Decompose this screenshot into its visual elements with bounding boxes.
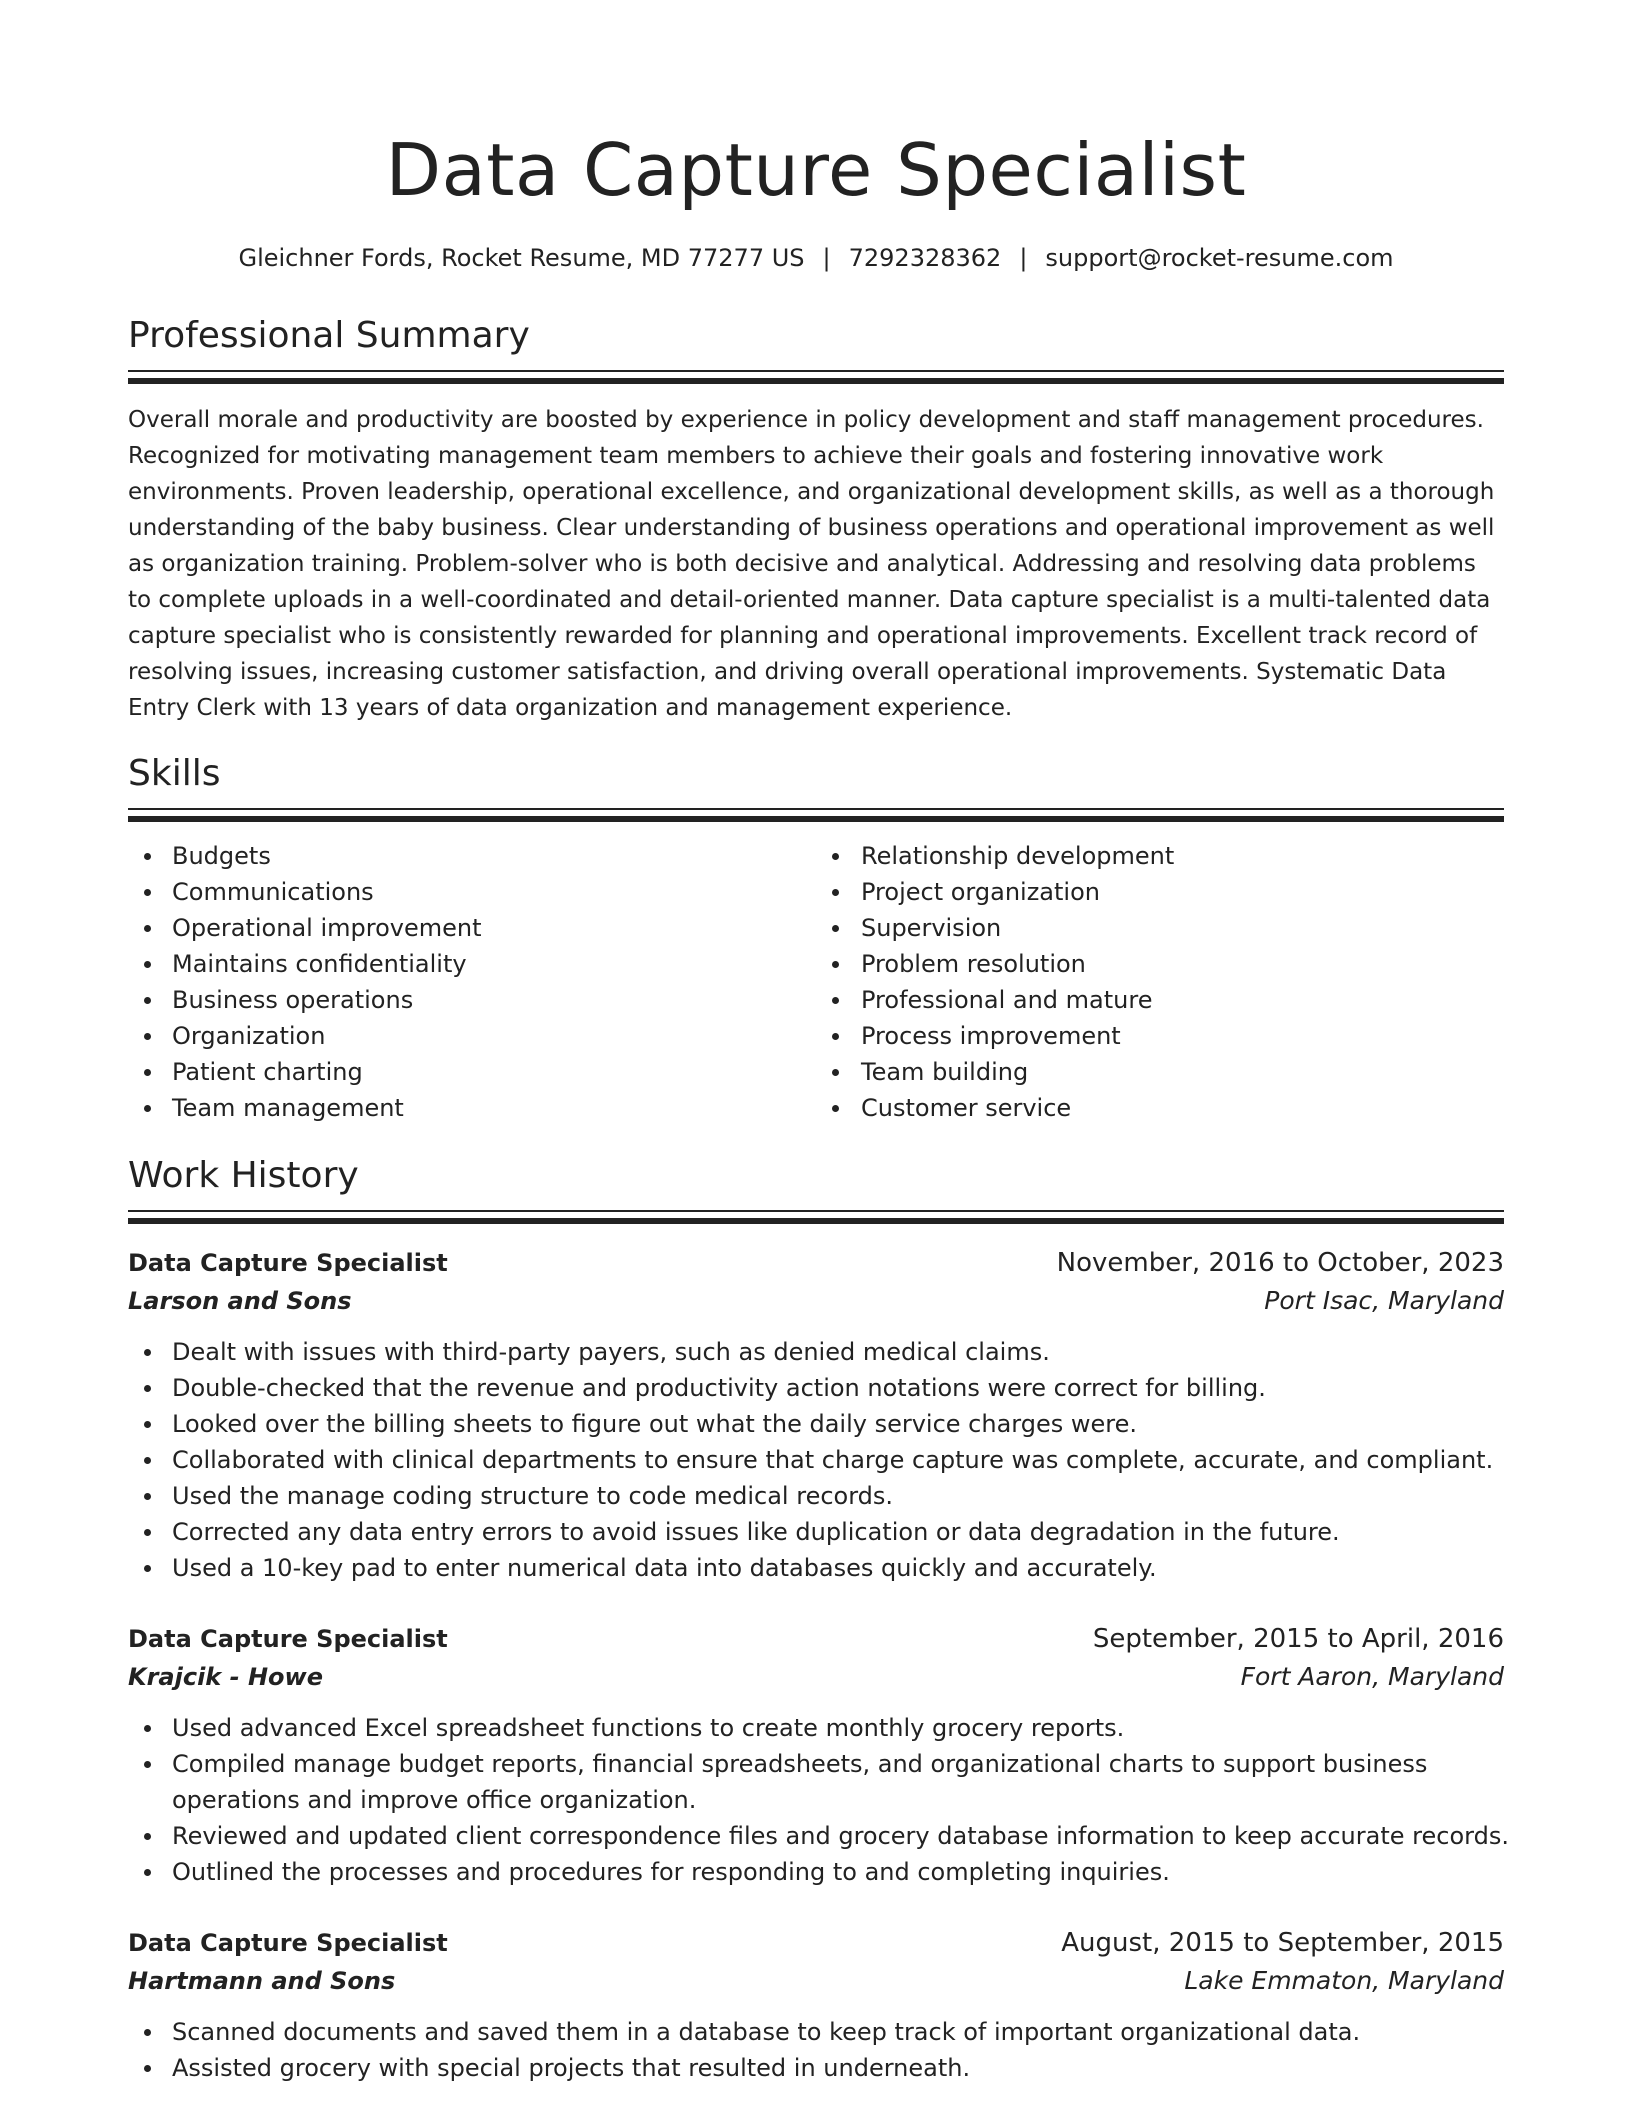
job-subheader-row bbox=[128, 1658, 1504, 1696]
job-bullet bbox=[128, 1370, 1504, 1406]
job-header-row bbox=[128, 1924, 1504, 1962]
job-entry bbox=[128, 1620, 1509, 1890]
skill-item: Process improvement bbox=[816, 1018, 1504, 1054]
skill-item: Supervision bbox=[816, 910, 1504, 946]
job-bullet-line: Assisted grocery with special projects that resulted in underneath. bbox=[172, 2054, 971, 2082]
job-bullet bbox=[128, 1710, 1504, 1746]
job-bullet-line: Outlined the processes and procedures for responding to and completing inquiries. bbox=[172, 1858, 1170, 1886]
summary-line: to complete uploads in a well-coordinated and detail-oriented manner. Data capture specialist is a multi-talented data bbox=[128, 587, 1491, 613]
summary-line: Recognized for motivating management team members to achieve their goals and fostering innovative work bbox=[128, 443, 1384, 469]
job-bullet-line: Compiled manage budget reports, financial spreadsheets, and organizational charts to support business bbox=[172, 1750, 1428, 1778]
job-title: Data Capture Specialist bbox=[128, 1929, 448, 1957]
summary-line: understanding of the baby business. Clear understanding of business operations and operational improvement as well bbox=[128, 515, 1495, 541]
job-bullets bbox=[128, 1710, 1509, 1890]
job-bullet-line: Dealt with issues with third-party payers, such as denied medical claims. bbox=[172, 1338, 1050, 1366]
job-location: Fort Aaron, Maryland bbox=[1240, 1662, 1504, 1691]
resume-title: Data Capture Specialist bbox=[385, 128, 1247, 212]
skill-item: Communications bbox=[128, 874, 816, 910]
job-subheader-row bbox=[128, 1282, 1504, 1320]
skill-item: Team building bbox=[816, 1054, 1504, 1090]
contact-email: support@rocket-resume.com bbox=[1045, 244, 1394, 272]
skill-item: Relationship development bbox=[816, 838, 1504, 874]
job-bullet bbox=[128, 2050, 1504, 2086]
skill-item: Project organization bbox=[816, 874, 1504, 910]
section-heading-skills: Skills bbox=[128, 753, 221, 794]
job-company: Krajcik - Howe bbox=[128, 1663, 323, 1691]
job-bullet-line: Looked over the billing sheets to figure out what the daily service charges were. bbox=[172, 1410, 1138, 1438]
job-header-row bbox=[128, 1244, 1504, 1282]
skill-item: Professional and mature bbox=[816, 982, 1504, 1018]
skill-item: Business operations bbox=[128, 982, 816, 1018]
job-header-row bbox=[128, 1620, 1504, 1658]
job-bullet bbox=[128, 1514, 1504, 1550]
skill-item: Operational improvement bbox=[128, 910, 816, 946]
job-bullet bbox=[128, 1406, 1504, 1442]
job-company: Hartmann and Sons bbox=[128, 1967, 396, 1995]
job-bullet bbox=[128, 1550, 1504, 1586]
summary-paragraph bbox=[128, 402, 1504, 726]
resume-page bbox=[128, 0, 1509, 2086]
section-divider bbox=[128, 808, 1504, 822]
skill-item: Problem resolution bbox=[816, 946, 1504, 982]
job-entry bbox=[128, 1924, 1504, 2086]
job-company: Larson and Sons bbox=[128, 1287, 352, 1315]
job-dates: November, 2016 to October, 2023 bbox=[1056, 1248, 1504, 1278]
job-bullet bbox=[128, 1746, 1504, 1818]
skills-column-right bbox=[816, 838, 1504, 1126]
job-title: Data Capture Specialist bbox=[128, 1625, 448, 1653]
summary-line: as organization training. Problem-solver who is both decisive and analytical. Addressing and resolving data problems bbox=[128, 551, 1476, 577]
job-title: Data Capture Specialist bbox=[128, 1249, 448, 1277]
job-dates: September, 2015 to April, 2016 bbox=[1092, 1624, 1504, 1654]
job-location: Lake Emmaton, Maryland bbox=[1184, 1966, 1504, 1995]
summary-line: environments. Proven leadership, operational excellence, and organizational development skills, as well as a thorough bbox=[128, 479, 1495, 505]
job-bullet bbox=[128, 1478, 1504, 1514]
job-bullet-line: Double-checked that the revenue and productivity action notations were correct for billing. bbox=[172, 1374, 1266, 1402]
skills-list bbox=[128, 838, 1504, 1126]
summary-line: capture specialist who is consistently rewarded for planning and operational improvements. Excellent track record of bbox=[128, 623, 1478, 649]
job-bullet-line: Reviewed and updated client correspondence files and grocery database information to keep accurate records. bbox=[172, 1822, 1509, 1850]
contact-separator: | bbox=[1019, 244, 1028, 272]
contact-address: Gleichner Fords, Rocket Resume, MD 77277 US bbox=[238, 244, 805, 272]
skill-item: Patient charting bbox=[128, 1054, 816, 1090]
job-bullets bbox=[128, 1334, 1504, 1586]
contact-separator: | bbox=[822, 244, 831, 272]
job-bullet bbox=[128, 1442, 1504, 1478]
job-bullet-line: Scanned documents and saved them in a database to keep track of important organizational data. bbox=[172, 2018, 1361, 2046]
section-divider bbox=[128, 370, 1504, 384]
job-bullet bbox=[128, 1854, 1504, 1890]
job-subheader-row bbox=[128, 1962, 1504, 2000]
summary-line: Entry Clerk with 13 years of data organization and management experience. bbox=[128, 695, 1013, 721]
job-bullet-line: Used the manage coding structure to code medical records. bbox=[172, 1482, 894, 1510]
job-location: Port Isac, Maryland bbox=[1264, 1286, 1504, 1315]
job-dates: August, 2015 to September, 2015 bbox=[1061, 1928, 1504, 1958]
summary-line: resolving issues, increasing customer satisfaction, and driving overall operational improvements. Systematic Data bbox=[128, 659, 1447, 685]
job-bullet-line: Collaborated with clinical departments to ensure that charge capture was complete, accurate, and compliant. bbox=[172, 1446, 1494, 1474]
contact-phone: 7292328362 bbox=[848, 244, 1002, 272]
job-bullet bbox=[128, 2014, 1504, 2050]
job-bullet-line: Used a 10-key pad to enter numerical data into databases quickly and accurately. bbox=[172, 1554, 1157, 1582]
job-bullet bbox=[128, 1334, 1504, 1370]
skill-item: Budgets bbox=[128, 838, 816, 874]
skill-item: Customer service bbox=[816, 1090, 1504, 1126]
job-bullets bbox=[128, 2014, 1504, 2086]
job-bullet bbox=[128, 1818, 1509, 1854]
summary-line: Overall morale and productivity are boosted by experience in policy development and staff management procedures. bbox=[128, 407, 1484, 433]
job-entry bbox=[128, 1244, 1504, 1586]
section-divider bbox=[128, 1210, 1504, 1224]
contact-line bbox=[128, 242, 1504, 274]
skill-item: Maintains confidentiality bbox=[128, 946, 816, 982]
job-bullet-line: Corrected any data entry errors to avoid issues like duplication or data degradation in the future. bbox=[172, 1518, 1340, 1546]
skill-item: Organization bbox=[128, 1018, 816, 1054]
job-bullet-line: operations and improve office organization. bbox=[172, 1786, 697, 1814]
section-heading-work-history: Work History bbox=[128, 1155, 359, 1196]
job-bullet-line: Used advanced Excel spreadsheet functions to create monthly grocery reports. bbox=[172, 1714, 1125, 1742]
skill-item: Team management bbox=[128, 1090, 816, 1126]
skills-column-left bbox=[128, 838, 816, 1126]
work-history-list bbox=[128, 1244, 1509, 2086]
section-heading-summary: Professional Summary bbox=[128, 315, 530, 356]
